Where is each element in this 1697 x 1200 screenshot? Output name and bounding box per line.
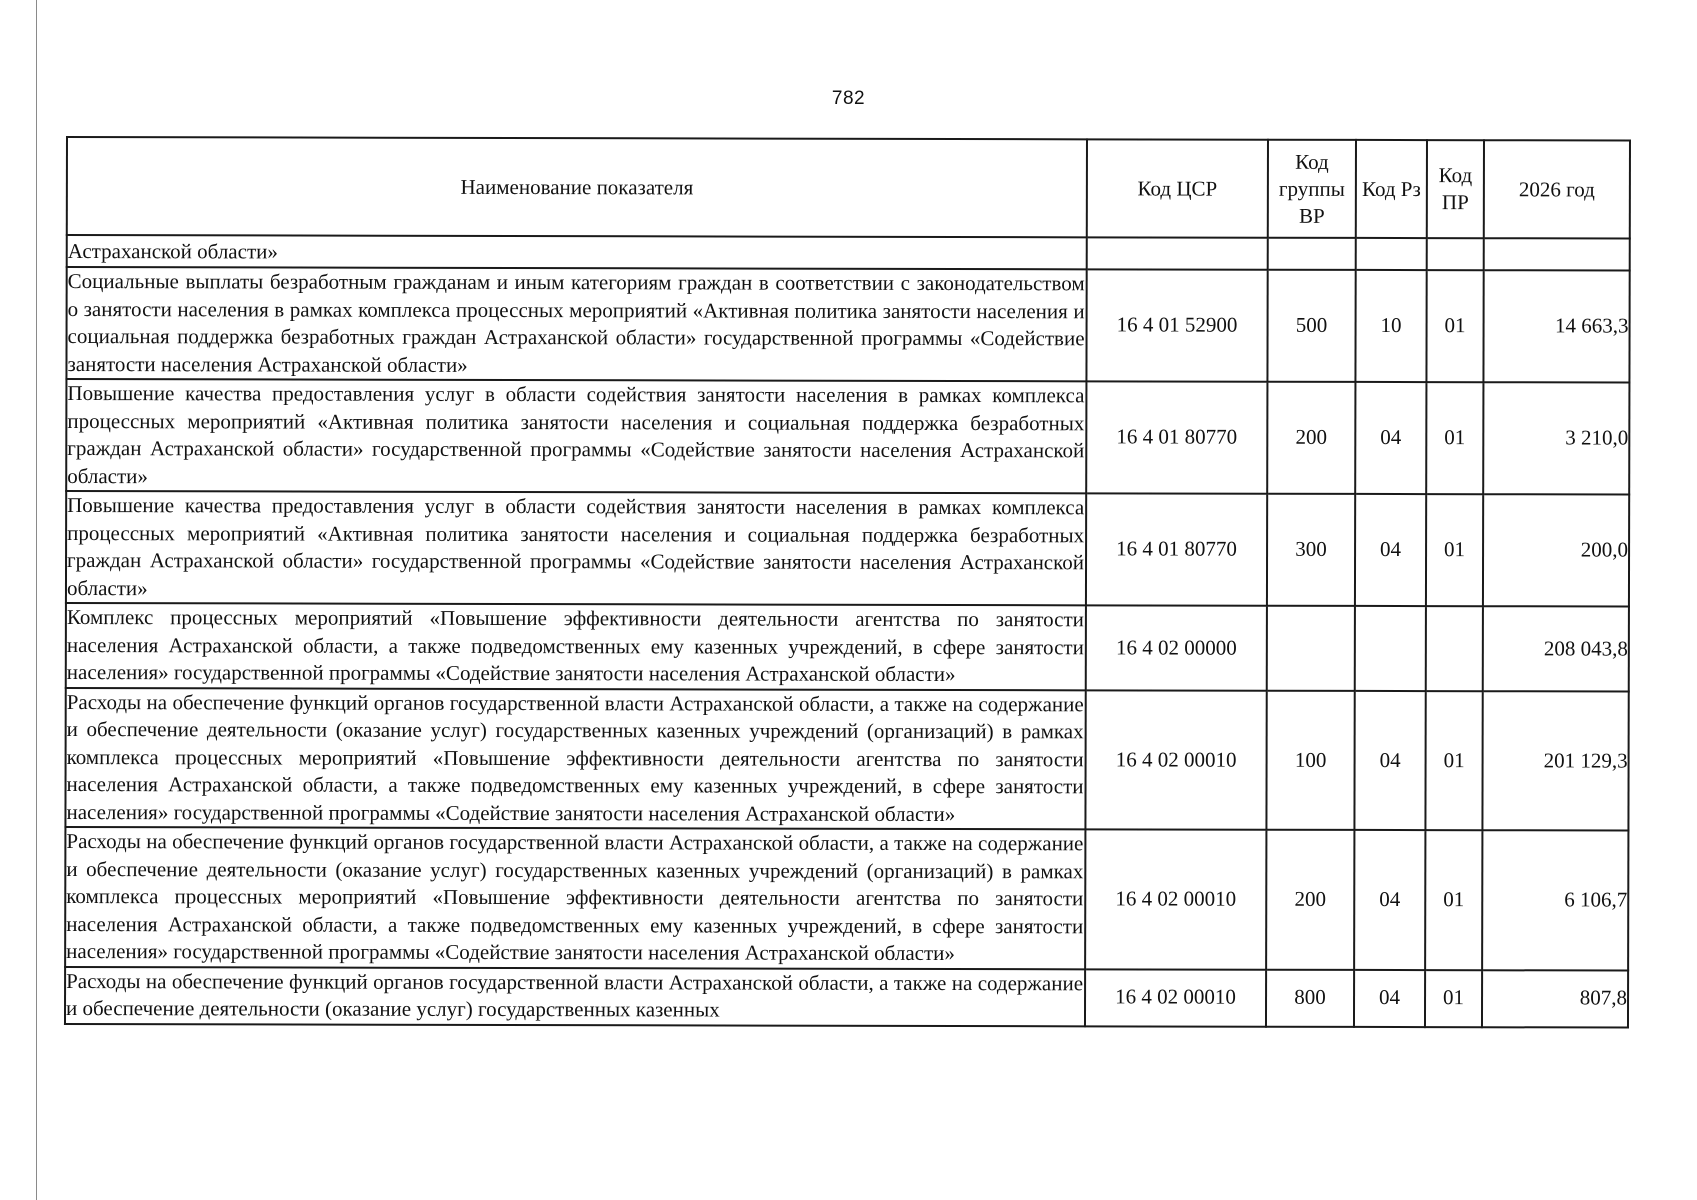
row-rz: 04: [1354, 969, 1425, 1026]
table-header-row: [67, 137, 1630, 239]
row-name: Комплекс процессных мероприятий «Повышение эффективности деятельности агентства по занятости населения Астраханской области, а также подведомственных ему казенных учреждений, в сфере занятости населения» государственной программы «Содействие занятости населения Астраханской области»: [66, 603, 1086, 690]
row-rz: 04: [1354, 830, 1425, 970]
header-name: Наименование показателя: [67, 137, 1087, 237]
row-pr: 01: [1425, 691, 1482, 831]
row-name: Повышение качества предоставления услуг в области содействия занятости населения в рамках комплекса процессных мероприятий «Активная политика занятости населения и социальная поддержка безработных граждан Астраханской области» государственной программы «Содействие занятости населения Астраханской области»: [66, 491, 1086, 605]
row-csr: 16 4 01 52900: [1086, 269, 1267, 381]
row-pr: 01: [1426, 270, 1483, 382]
header-vr: Код группы ВР: [1268, 140, 1356, 238]
row-pr: 01: [1425, 830, 1482, 970]
row-csr: 16 4 02 00010: [1085, 690, 1266, 830]
row-vr: 300: [1267, 494, 1355, 606]
table-row: [66, 267, 1629, 383]
row-vr: 800: [1266, 969, 1354, 1026]
table-row: [65, 967, 1628, 1028]
table-row: [65, 688, 1628, 831]
row-pr: [1426, 606, 1483, 691]
page-margin-line: [36, 0, 37, 1200]
row-amount: 3 210,0: [1483, 382, 1629, 494]
row-rz: 10: [1355, 270, 1426, 382]
row-name: Расходы на обеспечение функций органов государственной власти Астраханской области, а также на содержание и обеспечение деятельности (оказание услуг) государственных казенных: [65, 967, 1085, 1026]
row-amount: 208 043,8: [1483, 606, 1629, 691]
row-pr: 01: [1426, 382, 1483, 494]
row-csr: [1087, 237, 1268, 269]
row-rz: 04: [1355, 382, 1426, 494]
row-vr: [1268, 238, 1356, 270]
row-vr: 100: [1266, 690, 1354, 830]
row-csr: 16 4 01 80770: [1086, 493, 1267, 605]
page-number: 782: [831, 88, 866, 109]
row-rz: [1356, 238, 1427, 270]
row-pr: 01: [1426, 494, 1483, 606]
header-pr: Код ПР: [1427, 140, 1484, 238]
row-rz: 04: [1355, 494, 1426, 606]
row-name: Социальные выплаты безработным гражданам и иным категориям граждан в соответствии с законодательством о занятости населения в рамках комплекса процессных мероприятий «Активная политика занятости населения и социальная поддержка безработных граждан Астраханской области» государственной программы «Содействие занятости населения Астраханской области»: [66, 267, 1086, 381]
row-rz: 04: [1354, 690, 1425, 830]
row-name: Расходы на обеспечение функций органов государственной власти Астраханской области, а также на содержание и обеспечение деятельности (оказание услуг) государственных казенных учреждений (организаций) в рамках комплекса процессных мероприятий «Повышение эффективности деятельности агентства по занятости населения Астраханской области, а также подведомственных ему казенных учреждений, в сфере занятости населения» государственной программы «Содействие занятости населения Астраханской области»: [65, 688, 1085, 830]
row-pr: 01: [1425, 970, 1482, 1027]
table-row: [65, 827, 1628, 970]
row-amount: 201 129,3: [1482, 691, 1628, 831]
header-csr: Код ЦСР: [1087, 139, 1268, 237]
row-csr: 16 4 01 80770: [1086, 381, 1267, 493]
row-csr: 16 4 02 00000: [1086, 605, 1267, 690]
row-csr: 16 4 02 00010: [1085, 969, 1266, 1026]
row-amount: 14 663,3: [1483, 270, 1629, 382]
row-vr: 500: [1267, 270, 1355, 382]
row-amount: 807,8: [1482, 970, 1628, 1027]
row-amount: [1484, 238, 1630, 270]
table-row: [66, 379, 1629, 495]
table-row: [67, 235, 1630, 271]
row-vr: 200: [1267, 382, 1355, 494]
row-rz: [1355, 606, 1426, 691]
header-year: 2026 год: [1484, 140, 1630, 238]
row-amount: 6 106,7: [1482, 830, 1628, 970]
row-vr: 200: [1266, 830, 1354, 970]
table-row: [66, 491, 1629, 607]
header-rz: Код Рз: [1356, 140, 1427, 238]
table-row: [66, 603, 1629, 691]
budget-table: [64, 136, 1631, 1028]
row-csr: 16 4 02 00010: [1085, 829, 1266, 969]
row-pr: [1427, 238, 1484, 270]
row-name: Расходы на обеспечение функций органов государственной власти Астраханской области, а также на содержание и обеспечение деятельности (оказание услуг) государственных казенных учреждений (организаций) в рамках комплекса процессных мероприятий «Повышение эффективности деятельности агентства по занятости населения Астраханской области, а также подведомственных ему казенных учреждений, в сфере занятости населения» государственной программы «Содействие занятости населения Астраханской области»: [65, 827, 1085, 969]
row-amount: 200,0: [1483, 494, 1629, 606]
row-vr: [1267, 606, 1355, 691]
row-name: Повышение качества предоставления услуг в области содействия занятости населения в рамках комплекса процессных мероприятий «Активная политика занятости населения и социальная поддержка безработных граждан Астраханской области» государственной программы «Содействие занятости населения Астраханской области»: [66, 379, 1086, 493]
row-name: Астраханской области»: [67, 235, 1087, 269]
